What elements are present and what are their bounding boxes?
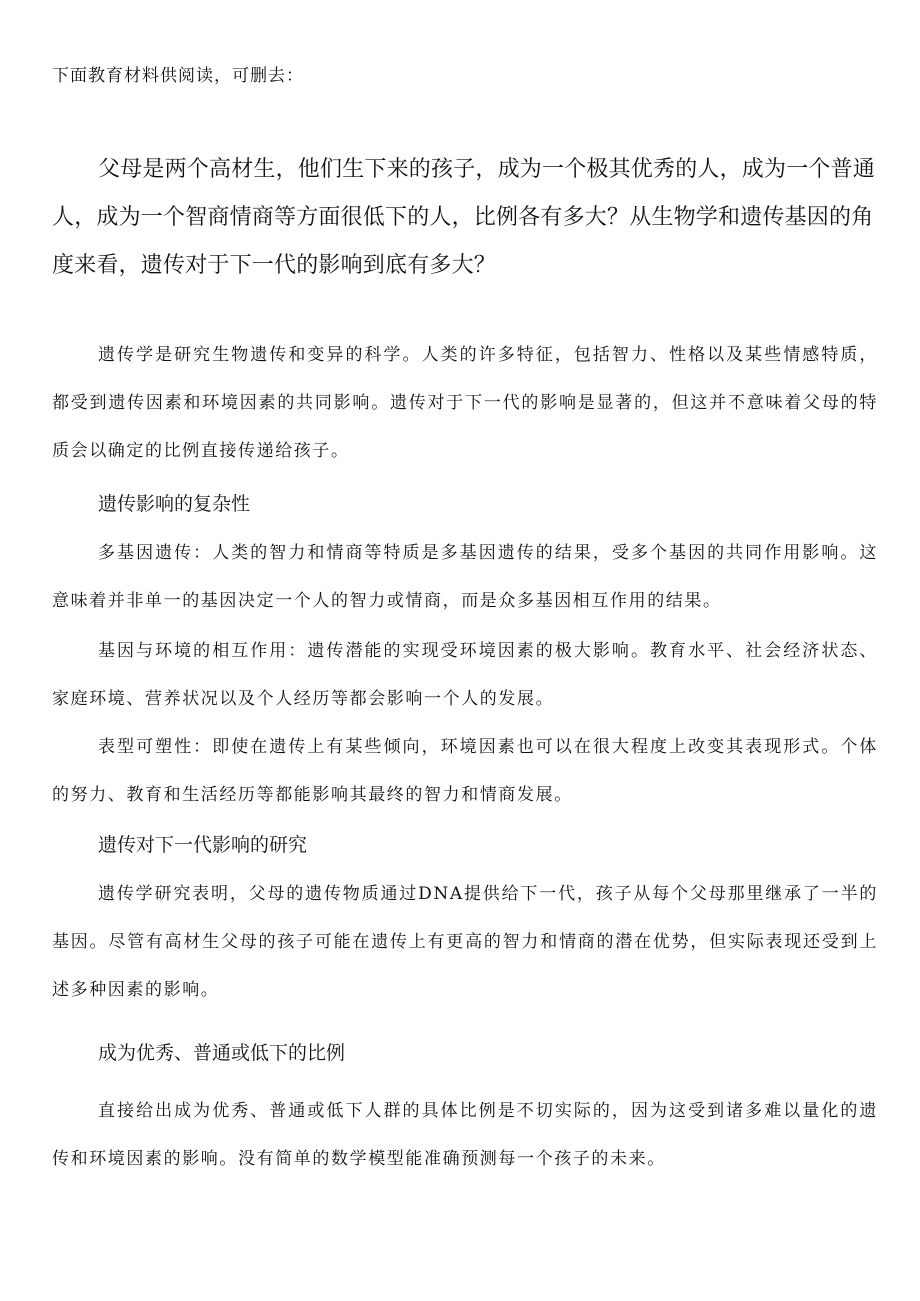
- paragraph-research: 遗传学研究表明，父母的遗传物质通过DNA提供给下一代，孩子从每个父母那里继承了一半的基因。尽管有高材生父母的孩子可能在遗传上有更高的智力和情商的潜在优势，但实际表现还受到上述多种因素的影响。: [52, 884, 878, 1000]
- section-heading-proportion: 成为优秀、普通或低下的比例: [98, 1042, 346, 1064]
- paragraph-proportion: 直接给出成为优秀、普通或低下人群的具体比例是不切实际的，因为这受到诸多难以量化的遗传和环境因素的影响。没有简单的数学模型能准确预测每一个孩子的未来。: [52, 1101, 878, 1169]
- intro-paragraph: 遗传学是研究生物遗传和变异的科学。人类的许多特征，包括智力、性格以及某些情感特质，都受到遗传因素和环境因素的共同影响。遗传对于下一代的影响是显著的，但这并不意味着父母的特质会以确定的比例直接传递给孩子。: [52, 345, 878, 461]
- section-heading-complexity: 遗传影响的复杂性: [98, 493, 251, 515]
- paragraph-polygenic: 多基因遗传：人类的智力和情商等特质是多基因遗传的结果，受多个基因的共同作用影响。这意味着并非单一的基因决定一个人的智力或情商，而是众多基因相互作用的结果。: [52, 543, 878, 611]
- question-title: 父母是两个高材生，他们生下来的孩子，成为一个极其优秀的人，成为一个普通人，成为一个智商情商等方面很低下的人，比例各有多大？从生物学和遗传基因的角度来看，遗传对于下一代的影响到底有多大？: [52, 157, 876, 278]
- paragraph-gene-environment: 基因与环境的相互作用：遗传潜能的实现受环境因素的极大影响。教育水平、社会经济状态、家庭环境、营养状况以及个人经历等都会影响一个人的发展。: [52, 641, 878, 709]
- paragraph-plasticity: 表型可塑性：即使在遗传上有某些倾向，环境因素也可以在很大程度上改变其表现形式。个体的努力、教育和生活经历等都能影响其最终的智力和情商发展。: [52, 737, 878, 805]
- section-heading-research: 遗传对下一代影响的研究: [98, 834, 308, 856]
- deletable-note: 下面教育材料供阅读，可删去：: [52, 66, 304, 86]
